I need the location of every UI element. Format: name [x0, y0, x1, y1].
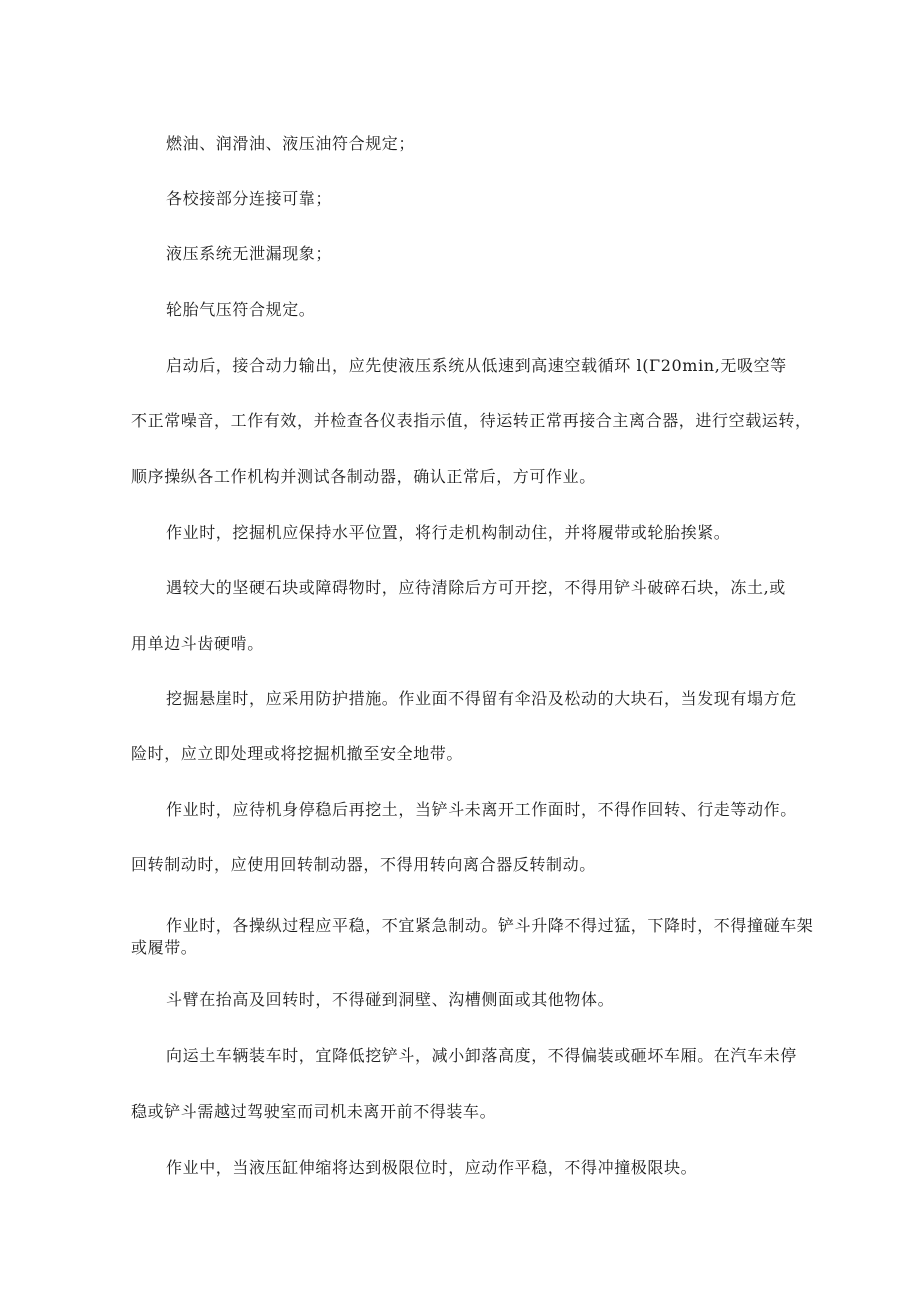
paragraph-line: 挖掘悬崖时，应采用防护措施。作业面不得留有伞沿及松动的大块石，当发现有塌方危 — [166, 689, 797, 708]
paragraph-line: 回转制动时，应使用回转制动器，不得用转向离合器反转制动。 — [131, 855, 596, 874]
paragraph-line: 顺序操纵各工作机构并测试各制动器，确认正常后，方可作业。 — [131, 467, 596, 486]
paragraph-line: 不正常噪音，工作有效，并检查各仪表指示值，待运转正常再接合主离合器，进行空载运转， — [131, 411, 812, 430]
paragraph-line: 作业时，挖掘机应保持水平位置，将行走机构制动住，并将履带或轮胎挨紧。 — [166, 523, 731, 542]
paragraph-line: 稳或铲斗需越过驾驶室而司机未离开前不得装车。 — [131, 1102, 497, 1121]
paragraph-line: 作业时，应待机身停稳后再挖土，当铲斗未离开工作面时，不得作回转、行走等动作。 — [166, 800, 797, 819]
paragraph-line: 用单边斗齿硬啃。 — [131, 634, 264, 653]
paragraph-line: 各校接部分连接可靠； — [166, 189, 333, 208]
paragraph-block: 作业时，各操纵过程应平稳，不宜紧急制动。铲斗升降不得过猛，下降时，不得撞碰车架或履带。 — [131, 916, 814, 957]
paragraph-line: 作业中，当液压缸伸缩将达到极限位时，应动作平稳，不得冲撞极限块。 — [166, 1158, 698, 1177]
paragraph-line: 燃油、润滑油、液压油符合规定； — [166, 134, 416, 153]
paragraph-line: 斗臂在抬高及回转时，不得碰到洞壁、沟槽侧面或其他物体。 — [166, 990, 615, 1009]
paragraph-line: 轮胎气压符合规定。 — [166, 300, 316, 319]
paragraph-line: 险时，应立即处理或将挖掘机撤至安全地带。 — [131, 744, 464, 763]
paragraph-line: 液压系统无泄漏现象； — [166, 244, 333, 263]
paragraph-line: 向运土车辆装车时，宜降低挖铲斗，减小卸落高度，不得偏装或砸坏车厢。在汽车未停 — [166, 1046, 797, 1065]
paragraph-line: 启动后，接合动力输出，应先使液压系统从低速到高速空载循环 l(Γ20min,无吸空等 — [166, 356, 787, 375]
paragraph-line: 遇较大的坚硬石块或障碍物时，应待清除后方可开挖，不得用铲斗破碎石块，冻土,或 — [166, 578, 786, 597]
